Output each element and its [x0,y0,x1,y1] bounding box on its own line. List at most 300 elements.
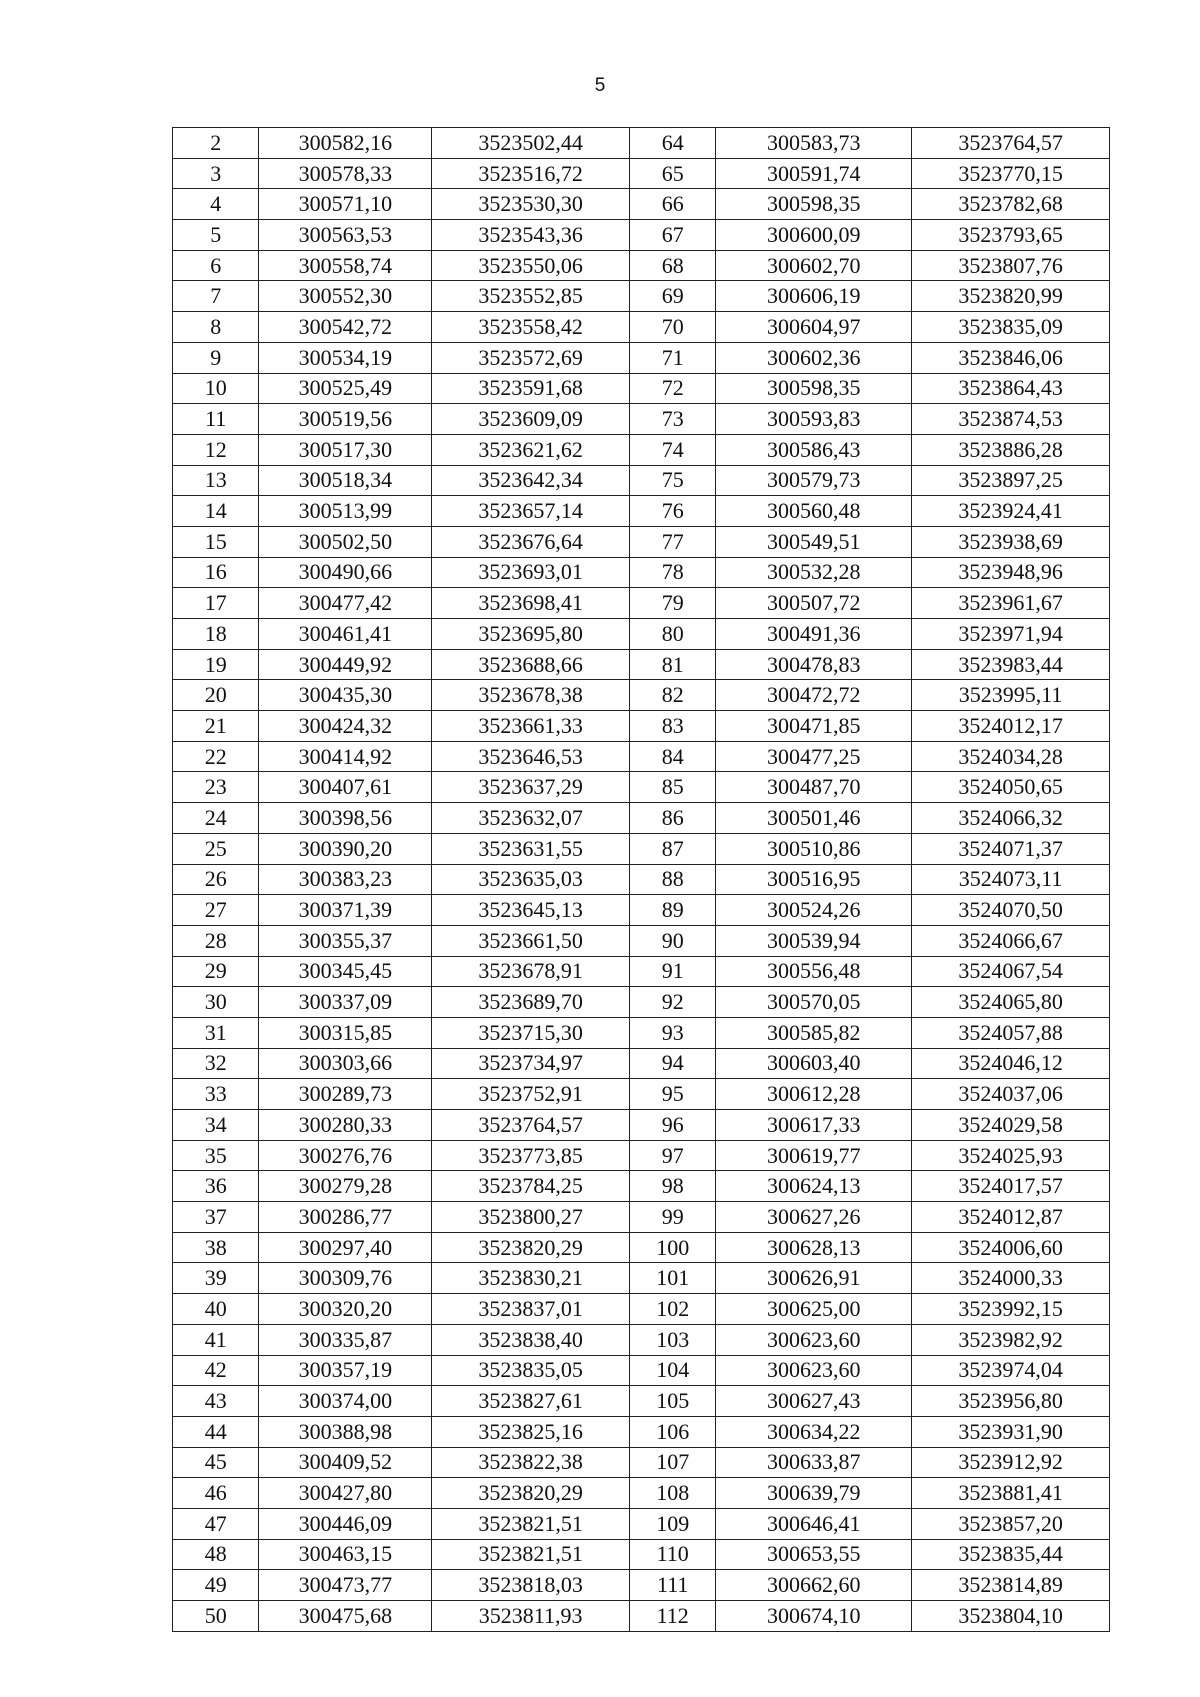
left-x-coordinate-cell: 300518,34 [259,465,432,496]
left-point-number-cell: 46 [173,1478,259,1509]
right-y-coordinate-cell: 3523782,68 [912,189,1110,220]
table-row [173,1232,1110,1263]
left-x-coordinate-cell: 300519,56 [259,404,432,435]
right-y-coordinate-cell: 3523804,10 [912,1601,1110,1632]
left-y-coordinate-cell: 3523645,13 [432,895,630,926]
left-y-coordinate-cell: 3523688,66 [432,649,630,680]
right-point-number-cell: 106 [630,1416,716,1447]
right-y-coordinate-cell: 3523881,41 [912,1478,1110,1509]
left-point-number-cell: 13 [173,465,259,496]
left-x-coordinate-cell: 300320,20 [259,1294,432,1325]
right-point-number-cell: 112 [630,1601,716,1632]
left-y-coordinate-cell: 3523837,01 [432,1294,630,1325]
right-x-coordinate-cell: 300487,70 [716,772,912,803]
left-x-coordinate-cell: 300473,77 [259,1570,432,1601]
right-y-coordinate-cell: 3524057,88 [912,1017,1110,1048]
left-y-coordinate-cell: 3523693,01 [432,557,630,588]
right-x-coordinate-cell: 300606,19 [716,281,912,312]
right-x-coordinate-cell: 300612,28 [716,1079,912,1110]
right-y-coordinate-cell: 3524066,67 [912,925,1110,956]
right-point-number-cell: 92 [630,987,716,1018]
left-x-coordinate-cell: 300502,50 [259,526,432,557]
right-y-coordinate-cell: 3523956,80 [912,1386,1110,1417]
right-point-number-cell: 95 [630,1079,716,1110]
right-y-coordinate-cell: 3523807,76 [912,250,1110,281]
table-row [173,649,1110,680]
left-point-number-cell: 38 [173,1232,259,1263]
left-point-number-cell: 19 [173,649,259,680]
right-x-coordinate-cell: 300623,60 [716,1324,912,1355]
table-row [173,1570,1110,1601]
right-x-coordinate-cell: 300625,00 [716,1294,912,1325]
left-x-coordinate-cell: 300297,40 [259,1232,432,1263]
right-x-coordinate-cell: 300585,82 [716,1017,912,1048]
left-point-number-cell: 31 [173,1017,259,1048]
right-x-coordinate-cell: 300501,46 [716,803,912,834]
left-x-coordinate-cell: 300525,49 [259,373,432,404]
left-x-coordinate-cell: 300513,99 [259,496,432,527]
right-point-number-cell: 79 [630,588,716,619]
left-x-coordinate-cell: 300335,87 [259,1324,432,1355]
right-y-coordinate-cell: 3523961,67 [912,588,1110,619]
left-y-coordinate-cell: 3523689,70 [432,987,630,1018]
left-x-coordinate-cell: 300517,30 [259,434,432,465]
left-point-number-cell: 39 [173,1263,259,1294]
table-row [173,557,1110,588]
right-point-number-cell: 109 [630,1508,716,1539]
right-x-coordinate-cell: 300602,36 [716,342,912,373]
right-y-coordinate-cell: 3523971,94 [912,619,1110,650]
right-point-number-cell: 78 [630,557,716,588]
left-x-coordinate-cell: 300303,66 [259,1048,432,1079]
right-x-coordinate-cell: 300549,51 [716,526,912,557]
left-point-number-cell: 29 [173,956,259,987]
right-point-number-cell: 71 [630,342,716,373]
left-y-coordinate-cell: 3523550,06 [432,250,630,281]
left-y-coordinate-cell: 3523818,03 [432,1570,630,1601]
table-row [173,1079,1110,1110]
right-point-number-cell: 91 [630,956,716,987]
right-y-coordinate-cell: 3524012,17 [912,711,1110,742]
table-row [173,619,1110,650]
left-y-coordinate-cell: 3523800,27 [432,1202,630,1233]
right-y-coordinate-cell: 3524025,93 [912,1140,1110,1171]
table-row [173,1294,1110,1325]
right-y-coordinate-cell: 3524000,33 [912,1263,1110,1294]
left-point-number-cell: 50 [173,1601,259,1632]
left-point-number-cell: 41 [173,1324,259,1355]
right-y-coordinate-cell: 3523931,90 [912,1416,1110,1447]
right-x-coordinate-cell: 300619,77 [716,1140,912,1171]
right-point-number-cell: 65 [630,158,716,189]
right-x-coordinate-cell: 300579,73 [716,465,912,496]
table-row [173,680,1110,711]
table-row [173,1447,1110,1478]
left-y-coordinate-cell: 3523822,38 [432,1447,630,1478]
right-y-coordinate-cell: 3523938,69 [912,526,1110,557]
left-y-coordinate-cell: 3523752,91 [432,1079,630,1110]
right-y-coordinate-cell: 3523764,57 [912,128,1110,159]
left-point-number-cell: 42 [173,1355,259,1386]
left-y-coordinate-cell: 3523558,42 [432,312,630,343]
table-row [173,956,1110,987]
right-x-coordinate-cell: 300653,55 [716,1539,912,1570]
right-point-number-cell: 83 [630,711,716,742]
left-point-number-cell: 2 [173,128,259,159]
right-x-coordinate-cell: 300604,97 [716,312,912,343]
left-point-number-cell: 5 [173,220,259,251]
right-x-coordinate-cell: 300570,05 [716,987,912,1018]
right-x-coordinate-cell: 300634,22 [716,1416,912,1447]
right-y-coordinate-cell: 3523948,96 [912,557,1110,588]
left-y-coordinate-cell: 3523646,53 [432,741,630,772]
right-point-number-cell: 93 [630,1017,716,1048]
table-row [173,925,1110,956]
right-point-number-cell: 85 [630,772,716,803]
coordinates-table-body [173,128,1110,1632]
left-x-coordinate-cell: 300461,41 [259,619,432,650]
right-x-coordinate-cell: 300583,73 [716,128,912,159]
right-y-coordinate-cell: 3524017,57 [912,1171,1110,1202]
left-y-coordinate-cell: 3523811,93 [432,1601,630,1632]
left-x-coordinate-cell: 300424,32 [259,711,432,742]
left-y-coordinate-cell: 3523678,91 [432,956,630,987]
left-x-coordinate-cell: 300390,20 [259,833,432,864]
left-y-coordinate-cell: 3523609,09 [432,404,630,435]
right-x-coordinate-cell: 300662,60 [716,1570,912,1601]
left-x-coordinate-cell: 300337,09 [259,987,432,1018]
left-x-coordinate-cell: 300582,16 [259,128,432,159]
left-point-number-cell: 18 [173,619,259,650]
left-x-coordinate-cell: 300552,30 [259,281,432,312]
right-x-coordinate-cell: 300560,48 [716,496,912,527]
left-point-number-cell: 25 [173,833,259,864]
right-point-number-cell: 86 [630,803,716,834]
right-y-coordinate-cell: 3523820,99 [912,281,1110,312]
left-point-number-cell: 35 [173,1140,259,1171]
left-y-coordinate-cell: 3523784,25 [432,1171,630,1202]
right-y-coordinate-cell: 3523857,20 [912,1508,1110,1539]
right-x-coordinate-cell: 300586,43 [716,434,912,465]
right-y-coordinate-cell: 3524006,60 [912,1232,1110,1263]
table-row [173,281,1110,312]
right-x-coordinate-cell: 300491,36 [716,619,912,650]
left-y-coordinate-cell: 3523591,68 [432,373,630,404]
left-x-coordinate-cell: 300407,61 [259,772,432,803]
left-x-coordinate-cell: 300446,09 [259,1508,432,1539]
table-row [173,189,1110,220]
left-x-coordinate-cell: 300435,30 [259,680,432,711]
left-point-number-cell: 12 [173,434,259,465]
right-point-number-cell: 70 [630,312,716,343]
right-x-coordinate-cell: 300598,35 [716,373,912,404]
left-x-coordinate-cell: 300371,39 [259,895,432,926]
right-y-coordinate-cell: 3523974,04 [912,1355,1110,1386]
page-number: 5 [594,75,606,96]
left-x-coordinate-cell: 300475,68 [259,1601,432,1632]
left-y-coordinate-cell: 3523502,44 [432,128,630,159]
left-point-number-cell: 33 [173,1079,259,1110]
right-point-number-cell: 108 [630,1478,716,1509]
right-y-coordinate-cell: 3524070,50 [912,895,1110,926]
left-y-coordinate-cell: 3523695,80 [432,619,630,650]
left-point-number-cell: 16 [173,557,259,588]
right-point-number-cell: 94 [630,1048,716,1079]
left-x-coordinate-cell: 300355,37 [259,925,432,956]
left-y-coordinate-cell: 3523825,16 [432,1416,630,1447]
right-point-number-cell: 105 [630,1386,716,1417]
left-x-coordinate-cell: 300280,33 [259,1110,432,1141]
left-x-coordinate-cell: 300388,98 [259,1416,432,1447]
right-point-number-cell: 72 [630,373,716,404]
left-point-number-cell: 6 [173,250,259,281]
left-point-number-cell: 49 [173,1570,259,1601]
left-point-number-cell: 15 [173,526,259,557]
left-x-coordinate-cell: 300289,73 [259,1079,432,1110]
right-y-coordinate-cell: 3523992,15 [912,1294,1110,1325]
table-row [173,1110,1110,1141]
left-y-coordinate-cell: 3523820,29 [432,1478,630,1509]
right-y-coordinate-cell: 3523846,06 [912,342,1110,373]
left-point-number-cell: 37 [173,1202,259,1233]
left-x-coordinate-cell: 300414,92 [259,741,432,772]
left-y-coordinate-cell: 3523820,29 [432,1232,630,1263]
left-y-coordinate-cell: 3523516,72 [432,158,630,189]
table-row [173,833,1110,864]
left-x-coordinate-cell: 300409,52 [259,1447,432,1478]
right-y-coordinate-cell: 3524065,80 [912,987,1110,1018]
right-x-coordinate-cell: 300602,70 [716,250,912,281]
left-x-coordinate-cell: 300578,33 [259,158,432,189]
left-x-coordinate-cell: 300398,56 [259,803,432,834]
right-y-coordinate-cell: 3523835,09 [912,312,1110,343]
right-point-number-cell: 87 [630,833,716,864]
right-y-coordinate-cell: 3523770,15 [912,158,1110,189]
right-point-number-cell: 64 [630,128,716,159]
right-y-coordinate-cell: 3523897,25 [912,465,1110,496]
left-y-coordinate-cell: 3523637,29 [432,772,630,803]
right-y-coordinate-cell: 3524073,11 [912,864,1110,895]
left-x-coordinate-cell: 300542,72 [259,312,432,343]
right-point-number-cell: 90 [630,925,716,956]
table-row [173,1171,1110,1202]
right-point-number-cell: 96 [630,1110,716,1141]
left-y-coordinate-cell: 3523715,30 [432,1017,630,1048]
right-x-coordinate-cell: 300617,33 [716,1110,912,1141]
left-y-coordinate-cell: 3523572,69 [432,342,630,373]
left-y-coordinate-cell: 3523661,50 [432,925,630,956]
right-x-coordinate-cell: 300627,26 [716,1202,912,1233]
table-row [173,404,1110,435]
left-y-coordinate-cell: 3523552,85 [432,281,630,312]
left-x-coordinate-cell: 300463,15 [259,1539,432,1570]
left-y-coordinate-cell: 3523773,85 [432,1140,630,1171]
right-point-number-cell: 75 [630,465,716,496]
left-x-coordinate-cell: 300374,00 [259,1386,432,1417]
left-point-number-cell: 45 [173,1447,259,1478]
table-row [173,1017,1110,1048]
left-y-coordinate-cell: 3523827,61 [432,1386,630,1417]
table-row [173,1601,1110,1632]
left-point-number-cell: 7 [173,281,259,312]
left-x-coordinate-cell: 300563,53 [259,220,432,251]
left-point-number-cell: 34 [173,1110,259,1141]
left-y-coordinate-cell: 3523661,33 [432,711,630,742]
left-point-number-cell: 22 [173,741,259,772]
right-x-coordinate-cell: 300471,85 [716,711,912,742]
left-point-number-cell: 20 [173,680,259,711]
right-point-number-cell: 110 [630,1539,716,1570]
left-y-coordinate-cell: 3523734,97 [432,1048,630,1079]
coordinates-table [172,127,1110,1632]
right-y-coordinate-cell: 3523983,44 [912,649,1110,680]
right-y-coordinate-cell: 3524071,37 [912,833,1110,864]
left-point-number-cell: 24 [173,803,259,834]
table-row [173,588,1110,619]
table-row [173,250,1110,281]
table-row [173,1263,1110,1294]
left-point-number-cell: 9 [173,342,259,373]
right-point-number-cell: 82 [630,680,716,711]
left-point-number-cell: 40 [173,1294,259,1325]
left-y-coordinate-cell: 3523530,30 [432,189,630,220]
right-point-number-cell: 73 [630,404,716,435]
table-row [173,342,1110,373]
right-point-number-cell: 76 [630,496,716,527]
right-y-coordinate-cell: 3524046,12 [912,1048,1110,1079]
left-x-coordinate-cell: 300427,80 [259,1478,432,1509]
left-x-coordinate-cell: 300315,85 [259,1017,432,1048]
right-x-coordinate-cell: 300646,41 [716,1508,912,1539]
right-point-number-cell: 74 [630,434,716,465]
right-x-coordinate-cell: 300532,28 [716,557,912,588]
left-point-number-cell: 26 [173,864,259,895]
right-x-coordinate-cell: 300626,91 [716,1263,912,1294]
right-x-coordinate-cell: 300477,25 [716,741,912,772]
left-x-coordinate-cell: 300449,92 [259,649,432,680]
right-point-number-cell: 111 [630,1570,716,1601]
right-point-number-cell: 84 [630,741,716,772]
left-y-coordinate-cell: 3523678,38 [432,680,630,711]
right-y-coordinate-cell: 3523886,28 [912,434,1110,465]
right-point-number-cell: 68 [630,250,716,281]
table-row [173,987,1110,1018]
right-point-number-cell: 97 [630,1140,716,1171]
table-row [173,496,1110,527]
table-row [173,373,1110,404]
left-x-coordinate-cell: 300276,76 [259,1140,432,1171]
right-point-number-cell: 88 [630,864,716,895]
left-x-coordinate-cell: 300345,45 [259,956,432,987]
right-x-coordinate-cell: 300600,09 [716,220,912,251]
table-row [173,1324,1110,1355]
right-x-coordinate-cell: 300472,72 [716,680,912,711]
table-row [173,128,1110,159]
right-x-coordinate-cell: 300639,79 [716,1478,912,1509]
table-row [173,434,1110,465]
right-point-number-cell: 103 [630,1324,716,1355]
right-x-coordinate-cell: 300674,10 [716,1601,912,1632]
left-x-coordinate-cell: 300534,19 [259,342,432,373]
table-row [173,864,1110,895]
right-x-coordinate-cell: 300516,95 [716,864,912,895]
left-x-coordinate-cell: 300571,10 [259,189,432,220]
right-point-number-cell: 80 [630,619,716,650]
left-point-number-cell: 17 [173,588,259,619]
right-y-coordinate-cell: 3524066,32 [912,803,1110,834]
left-y-coordinate-cell: 3523835,05 [432,1355,630,1386]
right-y-coordinate-cell: 3523982,92 [912,1324,1110,1355]
right-y-coordinate-cell: 3524012,87 [912,1202,1110,1233]
right-x-coordinate-cell: 300598,35 [716,189,912,220]
right-point-number-cell: 107 [630,1447,716,1478]
right-x-coordinate-cell: 300556,48 [716,956,912,987]
right-x-coordinate-cell: 300478,83 [716,649,912,680]
right-y-coordinate-cell: 3523874,53 [912,404,1110,435]
table-row [173,1202,1110,1233]
left-x-coordinate-cell: 300286,77 [259,1202,432,1233]
right-point-number-cell: 77 [630,526,716,557]
right-y-coordinate-cell: 3523793,65 [912,220,1110,251]
left-x-coordinate-cell: 300279,28 [259,1171,432,1202]
left-point-number-cell: 28 [173,925,259,956]
left-point-number-cell: 32 [173,1048,259,1079]
table-row [173,312,1110,343]
right-y-coordinate-cell: 3524034,28 [912,741,1110,772]
right-point-number-cell: 100 [630,1232,716,1263]
right-point-number-cell: 98 [630,1171,716,1202]
right-x-coordinate-cell: 300627,43 [716,1386,912,1417]
left-point-number-cell: 4 [173,189,259,220]
left-point-number-cell: 21 [173,711,259,742]
right-x-coordinate-cell: 300507,72 [716,588,912,619]
left-x-coordinate-cell: 300490,66 [259,557,432,588]
left-x-coordinate-cell: 300309,76 [259,1263,432,1294]
right-x-coordinate-cell: 300624,13 [716,1171,912,1202]
left-y-coordinate-cell: 3523657,14 [432,496,630,527]
left-y-coordinate-cell: 3523543,36 [432,220,630,251]
left-y-coordinate-cell: 3523698,41 [432,588,630,619]
right-y-coordinate-cell: 3523924,41 [912,496,1110,527]
left-y-coordinate-cell: 3523631,55 [432,833,630,864]
table-row [173,1140,1110,1171]
table-row [173,741,1110,772]
table-row [173,1416,1110,1447]
right-y-coordinate-cell: 3523995,11 [912,680,1110,711]
right-point-number-cell: 66 [630,189,716,220]
right-point-number-cell: 81 [630,649,716,680]
table-row [173,158,1110,189]
table-row [173,1508,1110,1539]
left-y-coordinate-cell: 3523635,03 [432,864,630,895]
left-point-number-cell: 14 [173,496,259,527]
table-row [173,220,1110,251]
table-row [173,1478,1110,1509]
right-point-number-cell: 104 [630,1355,716,1386]
right-y-coordinate-cell: 3523835,44 [912,1539,1110,1570]
left-x-coordinate-cell: 300357,19 [259,1355,432,1386]
right-y-coordinate-cell: 3523912,92 [912,1447,1110,1478]
left-y-coordinate-cell: 3523838,40 [432,1324,630,1355]
right-y-coordinate-cell: 3524050,65 [912,772,1110,803]
table-row [173,465,1110,496]
table-row [173,772,1110,803]
left-y-coordinate-cell: 3523676,64 [432,526,630,557]
table-row [173,895,1110,926]
table-row [173,711,1110,742]
right-point-number-cell: 99 [630,1202,716,1233]
right-x-coordinate-cell: 300603,40 [716,1048,912,1079]
